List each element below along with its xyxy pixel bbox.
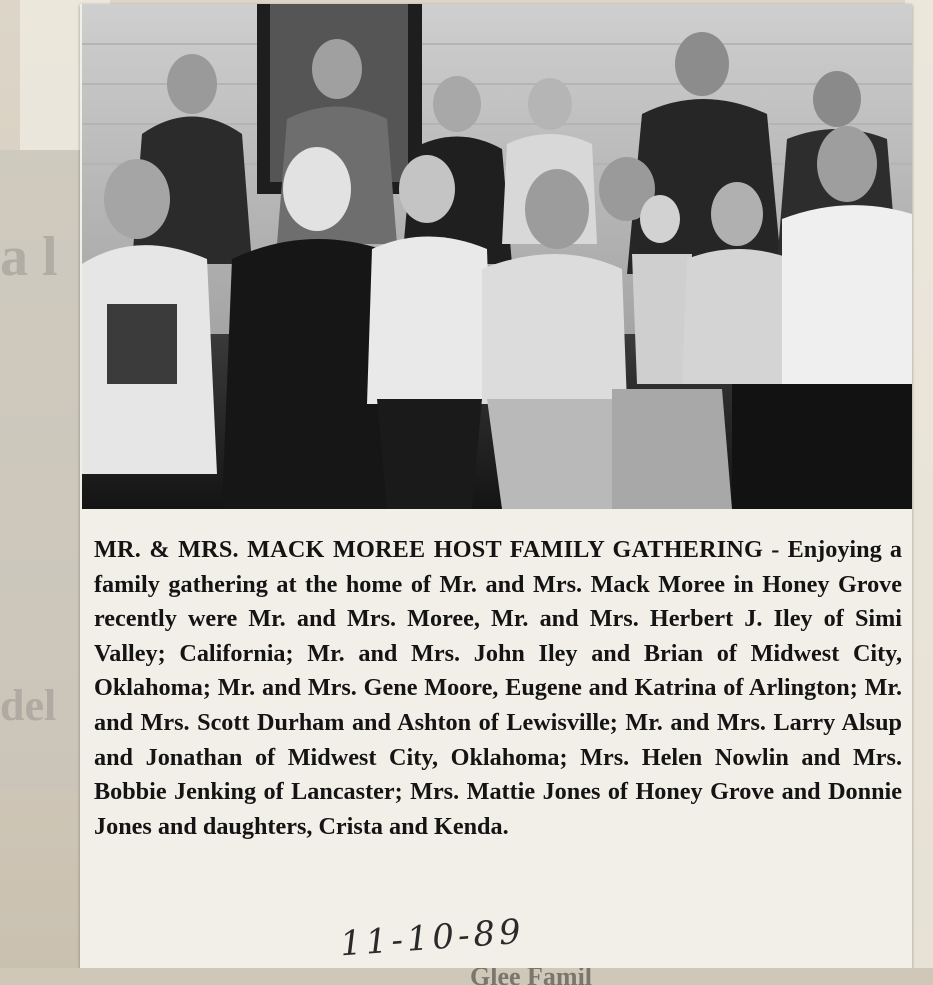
underlying-newspaper-text: Glee Famil	[470, 968, 593, 985]
photo-illustration	[82, 4, 912, 509]
underlying-newspaper-text: a l	[0, 226, 58, 288]
handwritten-date: 11-10-89	[338, 911, 526, 965]
underlying-newspaper-text: del	[0, 681, 57, 730]
underlying-newspaper-bottom	[0, 968, 933, 985]
caption-headline: MR. & MRS. MACK MOREE HOST FAMILY GATHERING	[94, 536, 764, 563]
caption-body: Enjoying a family gathering at the home of Mr. and Mrs. Mack Moree in Honey Grove recently were Mr. and Mrs. Moree, Mr. and Mrs. Herbert J. Iley of Simi Valley; California; Mr. and Mrs. John Iley and Brian of Midwest City, Oklahoma; Mr. and Mrs. Gene Moore, Eugene and Katrina of Arlington; Mr. and Mrs. Scott Durham and Ashton of Lewisville; Mr. and Mrs. Larry Alsup and Jonathan of Midwest City, Oklahoma; Mrs. Helen Nowlin and Mrs. Bobbie Jenking of Lancaster; Mrs. Mattie Jones of Honey Grove and Donnie Jones and daughters, Crista and Kenda.	[94, 536, 903, 840]
family-photograph	[82, 4, 912, 509]
caption-separator: -	[763, 536, 788, 563]
photo-caption	[94, 533, 902, 844]
